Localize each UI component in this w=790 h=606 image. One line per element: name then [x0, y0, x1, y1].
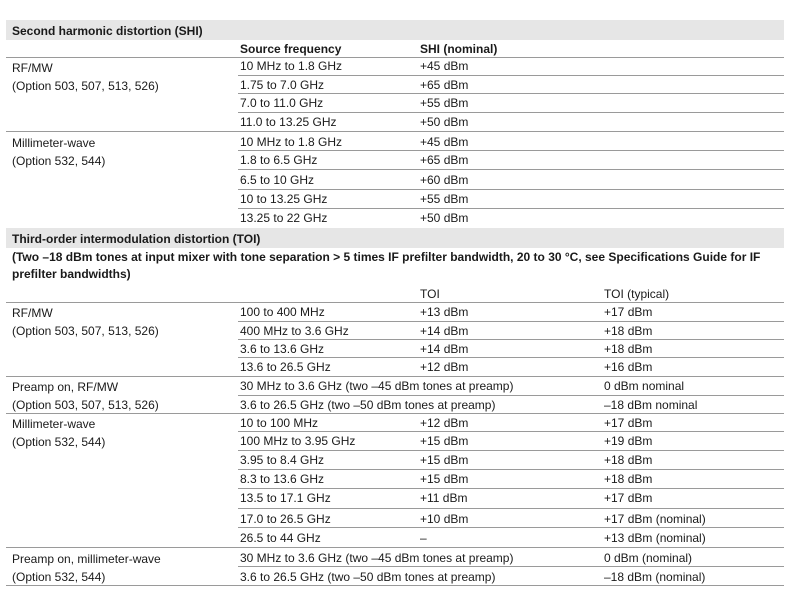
group-option: (Option 532, 544)	[12, 435, 106, 449]
toi-cell: +15 dBm	[420, 453, 469, 467]
toi-note: (Two –18 dBm tones at input mixer with tone separation > 5 times IF prefilter bandwidth, 20 to 30 °C, see Specifications Guide for IF prefilter bandwidths)	[12, 250, 761, 281]
toi-typical-cell: +18 dBm	[604, 472, 653, 486]
table-row	[6, 358, 784, 376]
toi-cell: +14 dBm	[420, 342, 469, 356]
frequency-cell: 13.6 to 26.5 GHz	[240, 360, 331, 374]
divider	[238, 395, 784, 396]
table-row	[6, 529, 784, 547]
divider	[6, 547, 784, 548]
divider	[238, 339, 784, 340]
toi-typical-cell: +18 dBm	[604, 453, 653, 467]
divider	[238, 189, 784, 190]
frequency-cell: 1.75 to 7.0 GHz	[240, 78, 325, 92]
group-option: (Option 503, 507, 513, 526)	[12, 398, 159, 412]
divider	[238, 488, 784, 489]
frequency-cell: 13.5 to 17.1 GHz	[240, 491, 331, 505]
toi-typical-cell: +16 dBm	[604, 360, 653, 374]
table-row	[6, 451, 784, 469]
group-option: (Option 532, 544)	[12, 570, 106, 584]
toi-typical-cell: –18 dBm nominal	[604, 398, 698, 412]
divider	[238, 150, 784, 151]
frequency-cell: 30 MHz to 3.6 GHz (two –45 dBm tones at preamp)	[240, 379, 514, 393]
toi-typical-cell: –18 dBm (nominal)	[604, 570, 706, 584]
table-row	[6, 396, 784, 414]
frequency-cell: 3.6 to 13.6 GHz	[240, 342, 325, 356]
table-row	[6, 414, 784, 432]
divider	[6, 585, 784, 586]
shi-section-header	[6, 20, 784, 40]
group-option: (Option 532, 544)	[12, 154, 106, 168]
frequency-cell: 8.3 to 13.6 GHz	[240, 472, 325, 486]
toi-typical-cell: +18 dBm	[604, 324, 653, 338]
toi-typical-cell: +17 dBm (nominal)	[604, 512, 706, 526]
toi-cell: +13 dBm	[420, 305, 469, 319]
frequency-cell: 3.95 to 8.4 GHz	[240, 453, 325, 467]
frequency-cell: 100 to 400 MHz	[240, 305, 325, 319]
table-row	[6, 133, 784, 151]
toi-title: Third-order intermodulation distortion (TOI)	[12, 232, 261, 246]
frequency-cell: 100 MHz to 3.95 GHz	[240, 434, 356, 448]
frequency-cell: 17.0 to 26.5 GHz	[240, 512, 331, 526]
shi-col-shi-nominal: SHI (nominal)	[420, 42, 498, 56]
group-name: RF/MW	[12, 306, 53, 320]
group-name: RF/MW	[12, 61, 53, 75]
shi-value-cell: +50 dBm	[420, 211, 469, 225]
toi-cell: +12 dBm	[420, 416, 469, 430]
group-option: (Option 503, 507, 513, 526)	[12, 79, 159, 93]
table-row	[6, 76, 784, 94]
group-option: (Option 503, 507, 513, 526)	[12, 324, 159, 338]
divider	[238, 112, 784, 113]
shi-col-source-frequency: Source frequency	[240, 42, 342, 56]
toi-cell: +11 dBm	[420, 491, 468, 505]
table-row	[6, 190, 784, 208]
table-row	[6, 303, 784, 321]
toi-cell: +10 dBm	[420, 512, 469, 526]
toi-col-toi: TOI	[420, 287, 440, 301]
toi-typical-cell: +13 dBm (nominal)	[604, 531, 706, 545]
toi-col-typical: TOI (typical)	[604, 287, 670, 301]
frequency-cell: 6.5 to 10 GHz	[240, 173, 315, 187]
table-row	[6, 322, 784, 340]
toi-typical-cell: +19 dBm	[604, 434, 653, 448]
divider	[238, 93, 784, 94]
toi-typical-cell: +17 dBm	[604, 416, 653, 430]
frequency-cell: 10 MHz to 1.8 GHz	[240, 135, 343, 149]
toi-cell: +12 dBm	[420, 360, 469, 374]
frequency-cell: 3.6 to 26.5 GHz (two –50 dBm tones at preamp)	[240, 570, 496, 584]
toi-typical-cell: 0 dBm (nominal)	[604, 551, 693, 565]
divider	[238, 431, 784, 432]
frequency-cell: 3.6 to 26.5 GHz (two –50 dBm tones at preamp)	[240, 398, 496, 412]
table-row	[6, 57, 784, 75]
frequency-cell: 400 MHz to 3.6 GHz	[240, 324, 349, 338]
group-name: Preamp on, millimeter-wave	[12, 552, 161, 566]
divider	[6, 57, 784, 58]
shi-value-cell: +45 dBm	[420, 135, 469, 149]
table-row	[6, 340, 784, 358]
toi-cell: +15 dBm	[420, 472, 469, 486]
table-row	[6, 489, 784, 507]
table-row	[6, 151, 784, 169]
divider	[238, 508, 784, 509]
divider	[238, 169, 784, 170]
divider	[238, 208, 784, 209]
divider	[6, 376, 784, 377]
table-row	[6, 568, 784, 586]
shi-value-cell: +65 dBm	[420, 153, 469, 167]
toi-cell: +15 dBm	[420, 434, 469, 448]
toi-cell: –	[420, 531, 427, 545]
table-row	[6, 377, 784, 395]
group-name: Preamp on, RF/MW	[12, 380, 119, 394]
frequency-cell: 30 MHz to 3.6 GHz (two –45 dBm tones at preamp)	[240, 551, 514, 565]
frequency-cell: 11.0 to 13.25 GHz	[240, 115, 337, 129]
divider	[238, 469, 784, 470]
shi-value-cell: +45 dBm	[420, 59, 469, 73]
frequency-cell: 7.0 to 11.0 GHz	[240, 96, 324, 110]
divider	[6, 302, 784, 303]
frequency-cell: 13.25 to 22 GHz	[240, 211, 328, 225]
table-row	[6, 549, 784, 567]
toi-typical-cell: +18 dBm	[604, 342, 653, 356]
shi-value-cell: +65 dBm	[420, 78, 469, 92]
divider	[238, 450, 784, 451]
divider	[238, 566, 784, 567]
toi-section-header	[6, 228, 784, 248]
toi-typical-cell: +17 dBm	[604, 305, 653, 319]
shi-value-cell: +50 dBm	[420, 115, 469, 129]
group-name: Millimeter-wave	[12, 136, 96, 150]
divider	[238, 321, 784, 322]
table-row	[6, 171, 784, 189]
divider	[238, 75, 784, 76]
divider	[6, 131, 784, 132]
frequency-cell: 10 to 13.25 GHz	[240, 192, 328, 206]
frequency-cell: 10 to 100 MHz	[240, 416, 319, 430]
table-row	[6, 470, 784, 488]
table-row	[6, 209, 784, 227]
shi-title: Second harmonic distortion (SHI)	[12, 24, 203, 38]
toi-typical-cell: 0 dBm nominal	[604, 379, 685, 393]
table-row	[6, 510, 784, 528]
shi-value-cell: +60 dBm	[420, 173, 469, 187]
toi-cell: +14 dBm	[420, 324, 469, 338]
shi-value-cell: +55 dBm	[420, 96, 469, 110]
toi-typical-cell: +17 dBm	[604, 491, 653, 505]
divider	[6, 413, 784, 414]
frequency-cell: 26.5 to 44 GHz	[240, 531, 321, 545]
frequency-cell: 10 MHz to 1.8 GHz	[240, 59, 343, 73]
divider	[238, 527, 784, 528]
table-row	[6, 432, 784, 450]
shi-value-cell: +55 dBm	[420, 192, 469, 206]
table-row	[6, 113, 784, 131]
frequency-cell: 1.8 to 6.5 GHz	[240, 153, 318, 167]
table-row	[6, 94, 784, 112]
group-name: Millimeter-wave	[12, 417, 96, 431]
divider	[238, 357, 784, 358]
